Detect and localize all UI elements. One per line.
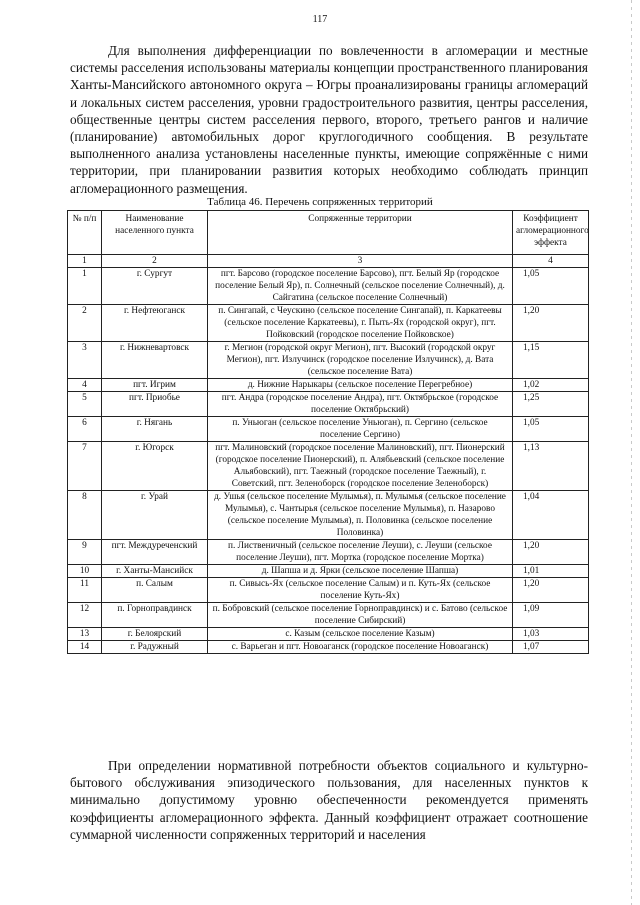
coefficient-cell: 1,20 <box>513 305 589 342</box>
page-number: 117 <box>312 14 328 25</box>
coefficient-cell: 1,15 <box>513 342 589 379</box>
settlement-name: г. Нягань <box>102 417 208 442</box>
table-row <box>68 641 589 654</box>
table-row <box>68 578 589 603</box>
territories-cell: п. Сивысь-Ях (сельское поселение Салым) и п. Куть-Ях (сельское поселение Куть-Ях) <box>208 578 513 603</box>
row-number: 1 <box>68 268 102 305</box>
row-number: 14 <box>68 641 102 654</box>
row-number: 4 <box>68 379 102 392</box>
row-number: 13 <box>68 628 102 641</box>
table-row <box>68 379 589 392</box>
table-row <box>68 268 589 305</box>
settlement-name: г. Югорск <box>102 442 208 491</box>
row-number: 9 <box>68 540 102 565</box>
settlement-name: г. Сургут <box>102 268 208 305</box>
conjugated-territories-table <box>67 210 589 654</box>
coefficient-cell: 1,01 <box>513 565 589 578</box>
settlement-name: г. Урай <box>102 491 208 540</box>
row-number: 10 <box>68 565 102 578</box>
territories-cell: д. Нижние Нарыкары (сельское поселение Перегребное) <box>208 379 513 392</box>
header-settlement: Наименование населенного пункта <box>102 211 208 255</box>
table-caption: Таблица 46. Перечень сопряженных территорий <box>207 196 433 208</box>
territories-cell: с. Казым (сельское поселение Казым) <box>208 628 513 641</box>
settlement-name: г. Нефтеюганск <box>102 305 208 342</box>
settlement-name: пгт. Игрим <box>102 379 208 392</box>
closing-paragraph: При определении нормативной потребности объектов социального и культурно-бытового обслуживания эпизодического пользования, для населенных пунктов к минимально допустимому уровню обеспеченности рекомендуется применять коэффициенты агломерационного эффекта. Данный коэффициент отражает соотношение суммарной численности сопряженных территорий и населения <box>70 758 588 842</box>
territories-cell: п. Уньюган (сельское поселение Уньюган), п. Сергино (сельское поселение Сергино) <box>208 417 513 442</box>
territories-cell: п. Бобровский (сельское поселение Горноправдинск) и с. Батово (сельское поселение Сибирский) <box>208 603 513 628</box>
territories-cell: п. Сингапай, с Чеускино (сельское поселение Сингапай), п. Каркатеевы (сельское поселение Каркатеевы), г. Пыть-Ях (городской округ), пгт. Пойковский (городское поселение Пойковское) <box>208 305 513 342</box>
header-territories: Сопряженные территории <box>208 211 513 255</box>
settlement-name: п. Горноправдинск <box>102 603 208 628</box>
coefficient-cell: 1,03 <box>513 628 589 641</box>
header-coefficient: Коэффициент агломерационного эффекта <box>513 211 589 255</box>
table-row <box>68 417 589 442</box>
coefficient-cell: 1,25 <box>513 392 589 417</box>
table-row <box>68 305 589 342</box>
table-row <box>68 392 589 417</box>
column-number: 2 <box>102 255 208 268</box>
settlement-name: пгт. Междуреченский <box>102 540 208 565</box>
coefficient-cell: 1,05 <box>513 268 589 305</box>
table-body <box>68 268 589 654</box>
row-number: 11 <box>68 578 102 603</box>
intro-paragraph: Для выполнения дифференциации по вовлеченности в агломерации и местные системы расселения использованы материалы концепции пространственного планирования Ханты-Мансийского автономного округа – Югры проанализированы границы агломераций и локальных систем расселения, уровни градостроительного развития, центры расселения, общественные центры систем расселения первого, второго, третьего рангов и наличие (планирование) автомобильных дорог круглогодичного сообщения. В результате выполненного анализа установлены населенные пункты, имеющие сопряжённые с ними территории, при планировании развития которых необходимо соблюдать принцип агломерационного размещения. <box>70 43 588 196</box>
row-number: 7 <box>68 442 102 491</box>
table-header-row <box>68 211 589 255</box>
territories-cell: пгт. Барсово (городское поселение Барсово), пгт. Белый Яр (городское поселение Белый Яр), п. Солнечный (сельское поселение Солнечный), д. Сайгатина (сельское поселение Солнечный) <box>208 268 513 305</box>
column-number: 1 <box>68 255 102 268</box>
coefficient-cell: 1,20 <box>513 540 589 565</box>
table-row <box>68 628 589 641</box>
territories-cell: с. Варьеган и пгт. Новоаганск (городское поселение Новоаганск) <box>208 641 513 654</box>
row-number: 3 <box>68 342 102 379</box>
row-number: 6 <box>68 417 102 442</box>
territories-cell: г. Мегион (городской округ Мегион), пгт. Высокий (городской округ Мегион), пгт. Излучинск (городское поселение Излучинск), д. Вата (сельское поселение Вата) <box>208 342 513 379</box>
coefficient-cell: 1,20 <box>513 578 589 603</box>
table-row <box>68 491 589 540</box>
settlement-name: п. Салым <box>102 578 208 603</box>
territories-cell: пгт. Андра (городское поселение Андра), пгт. Октябрьское (городское поселение Октябрьский) <box>208 392 513 417</box>
column-numbering-row <box>68 255 589 268</box>
territories-cell: д. Шапша и д. Ярки (сельское поселение Шапша) <box>208 565 513 578</box>
settlement-name: г. Белоярский <box>102 628 208 641</box>
table-row <box>68 342 589 379</box>
row-number: 8 <box>68 491 102 540</box>
table-row <box>68 603 589 628</box>
settlement-name: г. Нижневартовск <box>102 342 208 379</box>
coefficient-cell: 1,04 <box>513 491 589 540</box>
coefficient-cell: 1,02 <box>513 379 589 392</box>
table-row <box>68 540 589 565</box>
coefficient-cell: 1,09 <box>513 603 589 628</box>
settlement-name: г. Ханты-Мансийск <box>102 565 208 578</box>
coefficient-cell: 1,05 <box>513 417 589 442</box>
territories-cell: д. Ушья (сельское поселение Мулымья), п. Мулымья (сельское поселение Мулымья), с. Чантырья (сельское поселение Мулымья), п. Назарово (сельское поселение Мулымья), п. Половинка (сельское поселение Половинка) <box>208 491 513 540</box>
row-number: 2 <box>68 305 102 342</box>
settlement-name: пгт. Приобье <box>102 392 208 417</box>
scan-edge-line <box>631 0 632 905</box>
territories-cell: пгт. Малиновский (городское поселение Малиновский), пгт. Пионерский (городское поселение Пионерский), п. Алябьевский (сельское поселение Альябовский), пгт. Таежный (городское поселение Таежный), г. Советский, пгт. Зеленоборск (городское поселение Зеленоборск) <box>208 442 513 491</box>
row-number: 5 <box>68 392 102 417</box>
column-number: 4 <box>513 255 589 268</box>
table-row <box>68 442 589 491</box>
coefficient-cell: 1,07 <box>513 641 589 654</box>
row-number: 12 <box>68 603 102 628</box>
territories-cell: п. Лиственичный (сельское поселение Леуши), с. Леуши (сельское поселение Леуши), пгт. Мортка (городское поселение Мортка) <box>208 540 513 565</box>
header-number: № п/п <box>68 211 102 255</box>
settlement-name: г. Радужный <box>102 641 208 654</box>
coefficient-cell: 1,13 <box>513 442 589 491</box>
table-row <box>68 565 589 578</box>
column-number: 3 <box>208 255 513 268</box>
